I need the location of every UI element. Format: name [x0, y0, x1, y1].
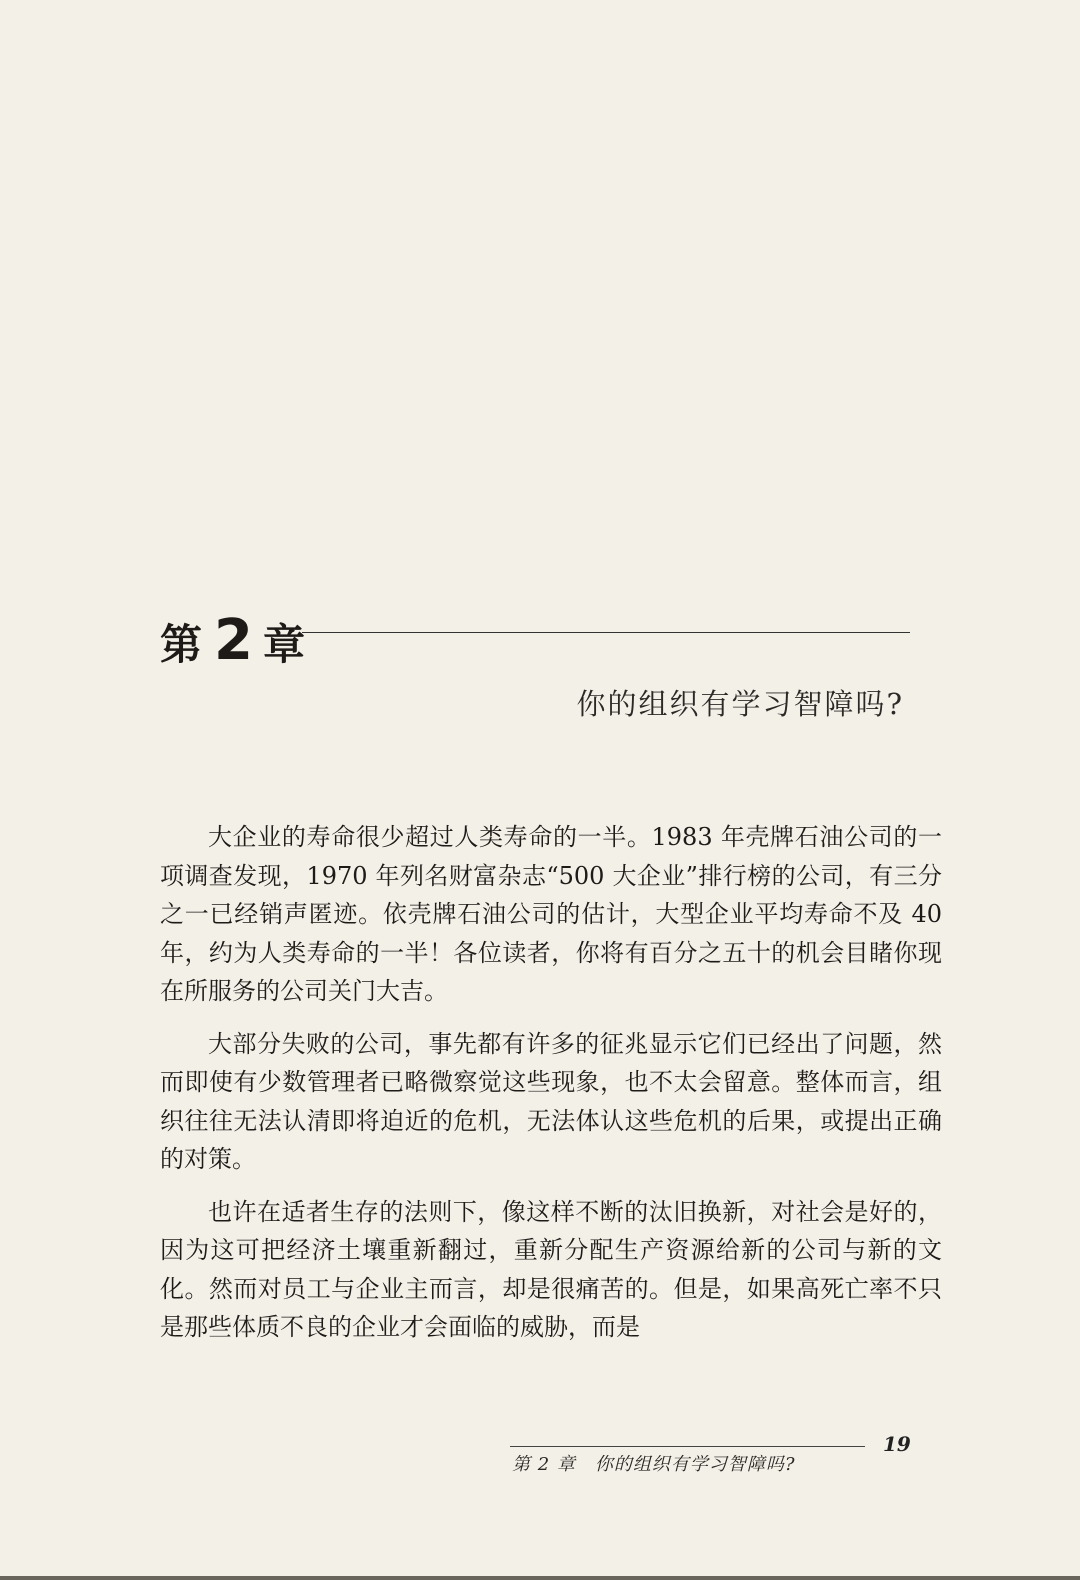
chapter-number: 2: [214, 608, 253, 673]
body-text: [160, 818, 942, 1361]
page-number: 19: [883, 1432, 911, 1456]
page-footer: [510, 1432, 911, 1486]
chapter-word-prefix: 第: [160, 620, 205, 669]
chapter-label: [160, 608, 307, 673]
scan-edge: [0, 1576, 1080, 1580]
paragraph-2: 大部分失败的公司，事先都有许多的征兆显示它们已经出了问题，然而即使有少数管理者已略微察觉这些现象，也不太会留意。整体而言，组织往往无法认清即将迫近的危机，无法体认这些危机的后果，或提出正确的对策。: [160, 1029, 942, 1173]
paragraph-3: 也许在适者生存的法则下，像这样不断的汰旧换新，对社会是好的，因为这可把经济土壤重新翻过，重新分配生产资源给新的公司与新的文化。然而对员工与企业主而言，却是很痛苦的。但是，如果高死亡率不只是那些体质不良的企业才会面临的威胁，而是: [160, 1197, 942, 1341]
chapter-heading: [160, 608, 910, 673]
chapter-title: 你的组织有学习智障吗?: [576, 687, 904, 721]
running-head: 第 2 章 你的组织有学习智障吗?: [512, 1454, 796, 1475]
chapter-word-suffix: 章: [262, 620, 307, 669]
footer-rule: [510, 1446, 865, 1447]
chapter-rule: [302, 632, 910, 633]
paragraph-1: 大企业的寿命很少超过人类寿命的一半。1983 年壳牌石油公司的一项调查发现，1970 年列名财富杂志“500 大企业”排行榜的公司，有三分之一已经销声匿迹。依壳牌石油公司的估计，大型企业平均寿命不及 40 年，约为人类寿命的一半！各位读者，你将有百分之五十的机会目睹你现在所服务的公司关门大吉。: [160, 823, 942, 1005]
